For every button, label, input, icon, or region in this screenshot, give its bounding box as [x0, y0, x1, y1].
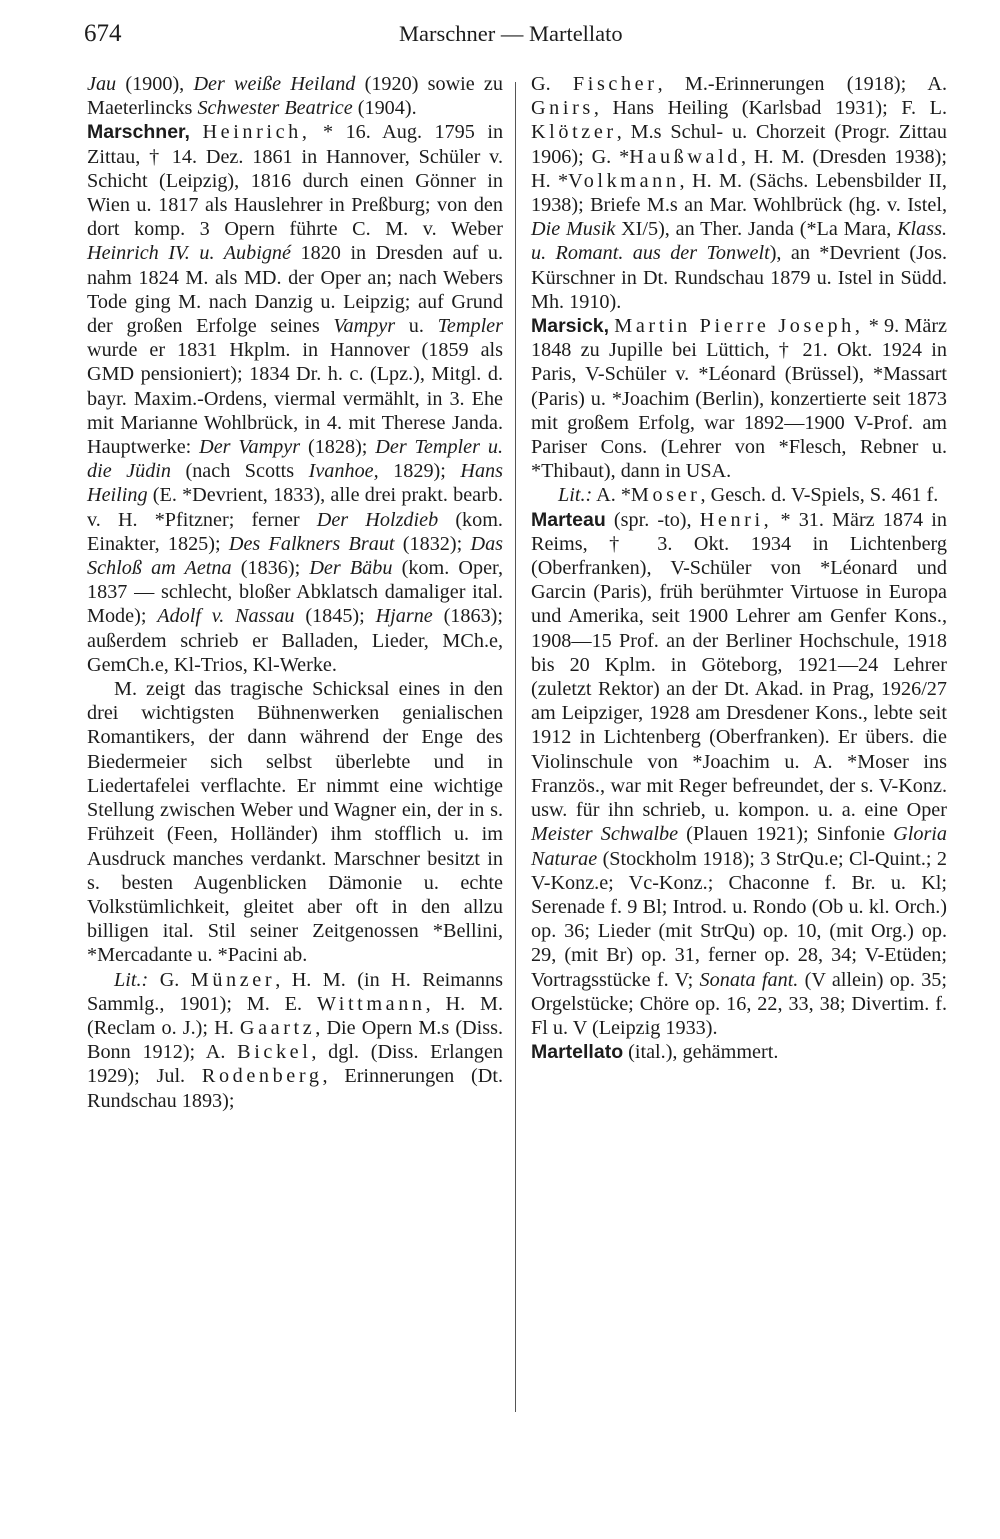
work-title: Der Holzdieb — [316, 508, 439, 531]
page-header — [84, 20, 954, 60]
author-name: Fischer — [572, 73, 658, 95]
text-run: , H. M. (in H. Reimanns Sammlg., 1901); M. E. — [87, 968, 503, 1015]
work-title: Jau — [87, 73, 117, 95]
work-title: Des Falkners Braut — [228, 532, 395, 555]
text-run: * 16. Aug. — [323, 121, 422, 144]
author-name: Münzer — [190, 968, 276, 991]
work-title: Das Schloß am Aetna — [87, 532, 504, 580]
left-column — [87, 72, 503, 1113]
literature-continuation — [531, 72, 947, 314]
right-column — [531, 72, 947, 1064]
work-title: Meister Schwalbe — [531, 823, 679, 846]
text-run: XI/5), an Ther. Janda (*La Mara, — [615, 218, 898, 241]
text-run: , Erinnerungen (Dt. Rundschau 1893); — [87, 1065, 503, 1112]
text-run: (kom. Einakter, 1825); — [87, 508, 503, 555]
entry-headword: Marsick, — [531, 315, 610, 338]
entry-name: Henri, — [699, 508, 773, 531]
text-run: * 9. März 1848 zu Jupille bei Lüttich, † 21. Okt. 1924 in Paris, V-Schüler v. *Léonard (Brüssel), *Massart (Paris) u. *Joachim (Berlin), konzertierte seit 1873 mit großem Erfolg, war 1892—1900 V-Prof. am Pariser Cons. (Lehrer von *Flesch, Rebner u. *Thibaut), dann in USA. — [531, 315, 948, 483]
entry-name: Martin Pierre Joseph, — [614, 315, 864, 338]
text-run: * 31. März 1874 in Reims, † 3. Okt. 1934 in Lichtenberg (Oberfranken), V-Schüler von *Léonard und Garcin (Paris), früh berühmter Virtuose in Europa und Amerika, seit 1900 Lehrer am Genfer Kons., 1908—15 Prof. an der Berliner Hochschule, 1918 bis 20 Kplm. in Göteborg, 1921—24 Lehrer (zuletzt Rektor) an der Dt. Akad. in Prag, 1926/27 am Leipziger, 1928 am Dresdener Kons., lebte seit 1912 in Lichtenberg (Oberfranken). Er übers. die Violinschule von *Joachim u. A. *Moser ins Französ., war mit Reger befreundet, der s. V-Konz. usw. für ihn schrieb, u. kompon. u. a. eine Oper — [531, 508, 947, 822]
entry-marteau — [531, 508, 947, 1040]
text-run: , Gesch. d. V-Spiels, S. 461 f. — [700, 484, 939, 507]
text-run: (1828); — [300, 436, 376, 459]
text-run: G. — [531, 73, 573, 95]
text-run: 1820 in Dresden auf u. nahm 1824 M. als MD. der Oper an; nach Webers Tode ging M. nach Danzig u. Leipzig; auf Grund der großen Erfolge seines — [87, 242, 503, 338]
literature — [531, 483, 947, 507]
text-run: , dgl. (Diss. Erlangen 1929); Jul. — [87, 1041, 503, 1088]
work-title: Schwester Beatrice — [197, 97, 353, 120]
text-run: , H. M. (Reclam o. J.); H. — [87, 992, 503, 1039]
text-run: (ital.), gehämmert. — [623, 1041, 779, 1064]
author-name: Gaartz — [239, 1016, 316, 1039]
literature — [87, 968, 503, 1113]
author-name: Wittmann — [316, 992, 426, 1015]
entry-martellato — [531, 1040, 947, 1064]
text-run: (Plauen 1921); Sinfonie — [678, 823, 894, 846]
work-title: Adolf v. Nassau — [157, 605, 295, 628]
text-run: (1904). — [352, 97, 417, 120]
text-run: (E. *Devrient, 1833), alle drei prakt. bearb. v. H. *Pfitzner; ferner — [87, 484, 503, 531]
author-name: Gnirs — [531, 97, 594, 120]
text-run: (1845); — [294, 605, 376, 628]
text-run: 1795 in Zittau, † 14. Dez. 1861 in Hannover, Schüler v. Schicht (Leipzig), 1816 durch einen Gönner in Wien u. 1817 als Hauslehrer in Preßburg; von den dort komp. 3 Opern führte C. M. v. Weber — [87, 121, 504, 241]
text-run: (kom. Oper, 1837 — schlecht, bloßer Abklatsch damaliger ital. Mode); — [87, 557, 503, 628]
work-title: Heinrich IV. u. Aubigné — [87, 242, 291, 265]
entry-headword: Marteau — [531, 508, 606, 531]
text-run: (Stockholm 1918); 3 StrQu.e; Cl-Quint.; 2 V-Konz.e; Vc-Konz.; Chaconne f. Br. u. Kl; Serenade f. 9 Bl; Introd. u. Rondo (Ob u. kl. Orch.) op. 36; Lieder (mit StrQu) op. 10, (mit Org.) op. 29, (mit Br) op. 31, ferner op. 28, 34; V-Etüden; Vortragsstücke f. V; — [531, 847, 947, 991]
column-divider — [515, 82, 516, 1412]
text-run: , Die Opern M.s (Diss. Bonn 1912); A. — [87, 1016, 503, 1064]
text-run: G. — [148, 968, 191, 991]
entry-headword: Martellato — [531, 1041, 624, 1064]
work-title: Vampyr — [333, 315, 396, 338]
entry-marsick — [531, 314, 947, 483]
page-number: 674 — [84, 20, 122, 47]
work-title: Die Musik — [531, 218, 616, 241]
work-title: Hans Heiling — [87, 460, 503, 507]
work-title: Ivanhoe, — [308, 460, 379, 483]
work-title: Hjarne — [375, 605, 433, 628]
work-title: Sonata fant. — [699, 968, 799, 991]
pronunciation: (spr. -to), — [605, 508, 700, 531]
text-run: , Hans Heiling (Karlsbad 1931); F. L. — [593, 97, 947, 120]
text-run: (1863); außerdem schrieb er Balladen, Lieder, MCh.e, GemCh.e, Kl-Trios, Kl-Werke. — [87, 605, 503, 676]
lit-label: Lit.: — [114, 968, 149, 991]
text-run: (V allein) op. 35; Orgelstücke; Chöre op. 16, 22, 33, 38; Divertim. f. Fl u. V (Leipzig 1933). — [531, 968, 948, 1039]
text-run: u. — [395, 315, 438, 338]
text-run: ), an *Devrient (Jos. Kürschner in Dt. Rundschau 1879 u. Istel in Südd. Mh. 1910). — [531, 242, 947, 313]
text-run: , H. M. (Dresden 1938); H. * — [531, 145, 947, 192]
work-title: Templer — [437, 315, 503, 338]
entry-paragraph: M. zeigt das tragische Schicksal eines in den drei wichtigsten Bühnenwerken genialischen Romantikers, der dann während der Enge des Biedermeier sich selbst überlebte und in Liedertafelei verflachte. Er nimmt eine wichtige Stellung zwischen Weber und Wagner ein, der in s. Frühzeit (Feen, Holländer) ihm stofflich u. im Ausdruck manches verdankt. Marschner besitzt in s. besten Augenblicken Dämonie u. echte Volkstümlichkeit, gleitet aber oft in den allzu billigen ital. Stil seiner Zeitgenossen *Bellini, *Mercadante u. *Pacini ab. — [87, 678, 503, 967]
text-run: , M.s Schul- u. Chorzeit (Progr. Zittau 1906); G. * — [531, 121, 947, 168]
author-name: Volkmann — [568, 169, 680, 192]
work-title: Der Templer u. die Jüdin — [87, 436, 503, 483]
text-run: wurde er 1831 Hkplm. in Hannover (1859 als GMD pensioniert); 1834 Dr. h. c. (Lpz.), Mitgl. d. bayr. Maxim.-Ordens, viermal vermählt, in 3. Ehe mit Marianne Wohlbrück, in 4. mit Therese Janda. Hauptwerke: — [87, 339, 503, 459]
text-run: (1832); — [394, 532, 471, 555]
text-run: (1836); — [231, 557, 310, 580]
entry-name: Heinrich, — [202, 121, 311, 144]
author-name: Haußwald — [629, 145, 742, 168]
work-title: Der Bäbu — [309, 557, 393, 580]
work-title: Der Vampyr — [199, 436, 301, 459]
work-title: Der weiße Heiland — [193, 73, 356, 95]
text-run: (nach Scotts — [171, 460, 309, 483]
entry-headword: Marschner, — [87, 121, 190, 144]
author-name: Bickel — [237, 1041, 312, 1064]
text-run: (1920) sowie zu Maeterlincks — [87, 73, 503, 120]
work-title: Gloria Naturae — [531, 823, 947, 870]
text-run: A. * — [592, 484, 631, 507]
entry-continuation — [87, 72, 503, 120]
text-run: (1900), — [116, 73, 194, 95]
author-name: Rodenberg — [201, 1065, 323, 1088]
text-run: , H. M. (Sächs. Lebensbilder II, 1938); Briefe M.s an Mar. Wohlbrück (hg. v. Istel, — [531, 169, 947, 217]
work-title: Klass. u. Romant. aus der Tonwelt — [531, 218, 947, 265]
running-head: Marschner — Martellato — [399, 21, 623, 46]
author-name: Moser — [630, 484, 701, 507]
text-run: 1829); — [378, 460, 461, 483]
lit-label: Lit.: — [558, 484, 593, 507]
author-name: Klötzer — [531, 121, 617, 144]
entry-marschner — [87, 120, 503, 677]
text-run: , M.-Erinnerungen (1918); A. — [657, 73, 947, 95]
